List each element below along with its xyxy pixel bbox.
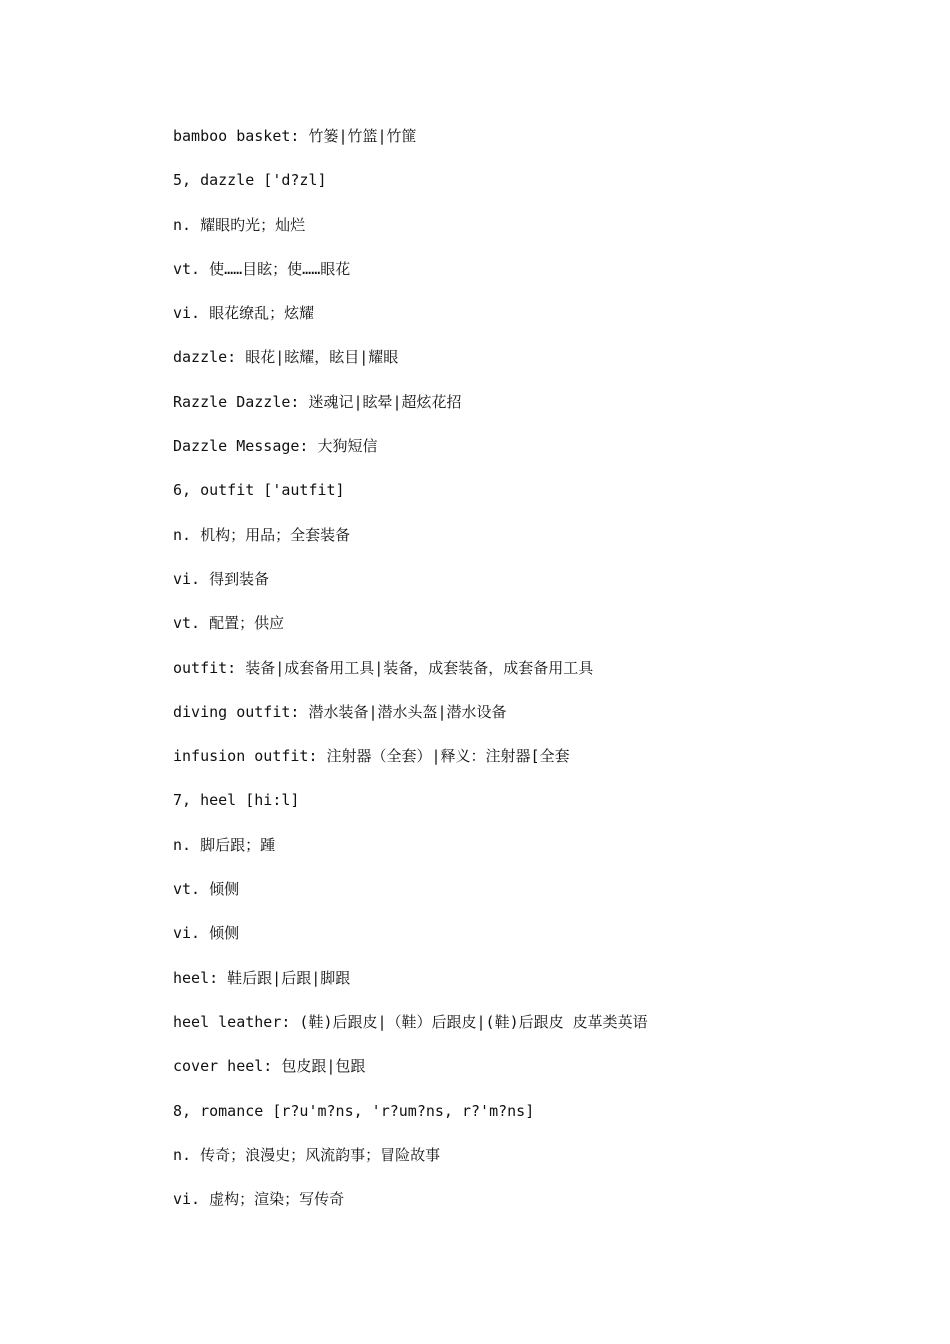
- text-line: vi. 得到装备: [173, 569, 270, 588]
- text-line: vi. 倾侧: [173, 924, 240, 943]
- text-line: 6, outfit ['autfit]: [173, 481, 345, 500]
- text-line: n. 脚后跟；踵: [173, 835, 276, 854]
- text-line: vt. 倾侧: [173, 880, 240, 899]
- text-line: vi. 虚构；渲染；写传奇: [173, 1190, 345, 1209]
- text-line: diving outfit: 潜水装备|潜水头盔|潜水设备: [173, 702, 507, 721]
- text-line: heel: 鞋后跟|后跟|脚跟: [173, 968, 351, 987]
- text-line: vt. 配置；供应: [173, 614, 285, 633]
- text-line: bamboo basket: 竹篓|竹篮|竹篚: [173, 127, 417, 145]
- text-line: 8, romance [r?u'm?ns, 'r?um?ns, r?'m?ns]: [173, 1101, 535, 1120]
- text-line: Razzle Dazzle: 迷魂记|眩晕|超炫花招: [173, 392, 462, 411]
- text-line: heel leather: (鞋)后跟皮|（鞋）后跟皮|(鞋)后跟皮 皮革类英语: [173, 1012, 648, 1031]
- text-line: cover heel: 包皮跟|包跟: [173, 1057, 366, 1076]
- text-line: n. 耀眼旳光；灿烂: [173, 215, 306, 234]
- text-line: n. 传奇；浪漫史；风流韵事；冒险故事: [173, 1145, 441, 1164]
- text-line: vt. 使……目眩；使……眼花: [173, 259, 351, 278]
- text-line: n. 机构；用品；全套装备: [173, 525, 351, 544]
- document-body: [173, 125, 893, 1232]
- text-line: infusion outfit: 注射器（全套）|释义：注射器[全套: [173, 747, 570, 766]
- text-line: 7, heel [hi:l]: [173, 791, 300, 810]
- text-line: Dazzle Message: 大狗短信: [173, 437, 378, 456]
- text-line: vi. 眼花缭乱；炫耀: [173, 304, 315, 323]
- text-line: outfit: 装备|成套备用工具|装备，成套装备，成套备用工具: [173, 658, 594, 677]
- text-line: 5, dazzle ['d?zl]: [173, 171, 327, 190]
- text-line: dazzle: 眼花|眩耀，眩目|耀眼: [173, 348, 399, 367]
